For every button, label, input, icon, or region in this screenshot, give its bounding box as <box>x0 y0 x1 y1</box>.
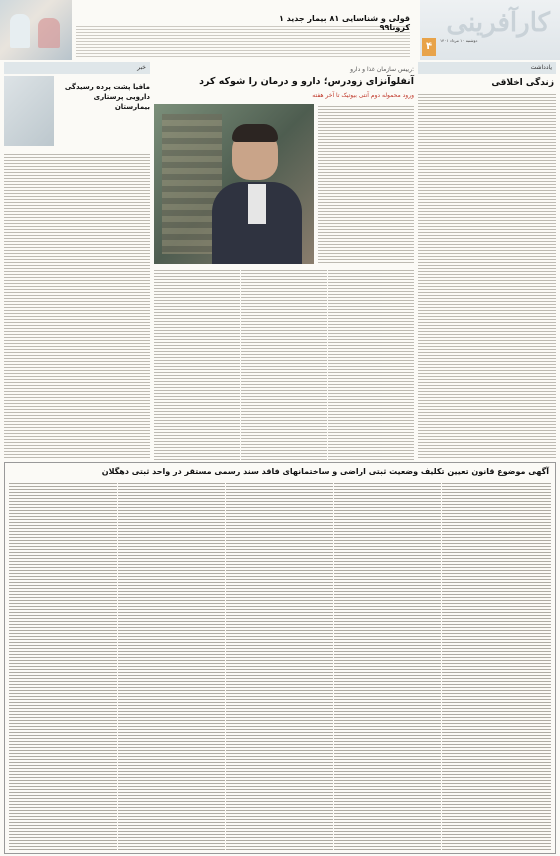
main-story <box>154 62 414 460</box>
section-tag-left: خبر <box>4 62 150 74</box>
newspaper-logo: کارآفرینی <box>446 8 550 38</box>
top-news-photo <box>0 0 72 60</box>
legal-notice-ad <box>4 462 556 854</box>
main-subhead: ورود محموله دوم آنتی بیوتیک تا آخر هفته <box>312 92 414 99</box>
left-news-body <box>4 152 150 460</box>
ad-body <box>9 481 551 851</box>
editorial-title: زندگی اخلاقی <box>491 78 554 88</box>
top-headline: ۱ قولی و شناسایی ۸۱ بیمار جدید کرونا۹۹ <box>278 14 410 32</box>
main-photo <box>154 104 314 264</box>
main-kicker: رییس سازمان غذا و دارو: <box>350 66 414 73</box>
section-tag: یادداشت <box>418 62 556 74</box>
main-body-top <box>318 104 414 264</box>
top-strip <box>0 0 560 62</box>
left-headline: مافیا پشت پرده رسیدگی دارویی پرستاری بیمارستان <box>64 83 150 111</box>
editorial-body <box>418 92 556 458</box>
main-headline: آنفلوآنزای زودرس؛ دارو و درمان را شوکه کرد <box>199 76 414 87</box>
left-news-column <box>4 62 150 460</box>
masthead <box>420 0 560 60</box>
page-number: ۴ <box>422 38 436 56</box>
editorial-column <box>418 62 556 460</box>
issue-meta: دوشنبه ۱۰ مرداد ۱۴۰۱ <box>440 38 478 43</box>
main-body-bottom <box>154 268 414 460</box>
left-news-photo <box>4 76 54 146</box>
ad-title: آگهی موضوع قانون تعیین تکلیف وضعیت ثبتی اراضی و ساختمانهای فاقد سند رسمی مستقر در واحد ثبتی دهگلان <box>101 467 549 476</box>
